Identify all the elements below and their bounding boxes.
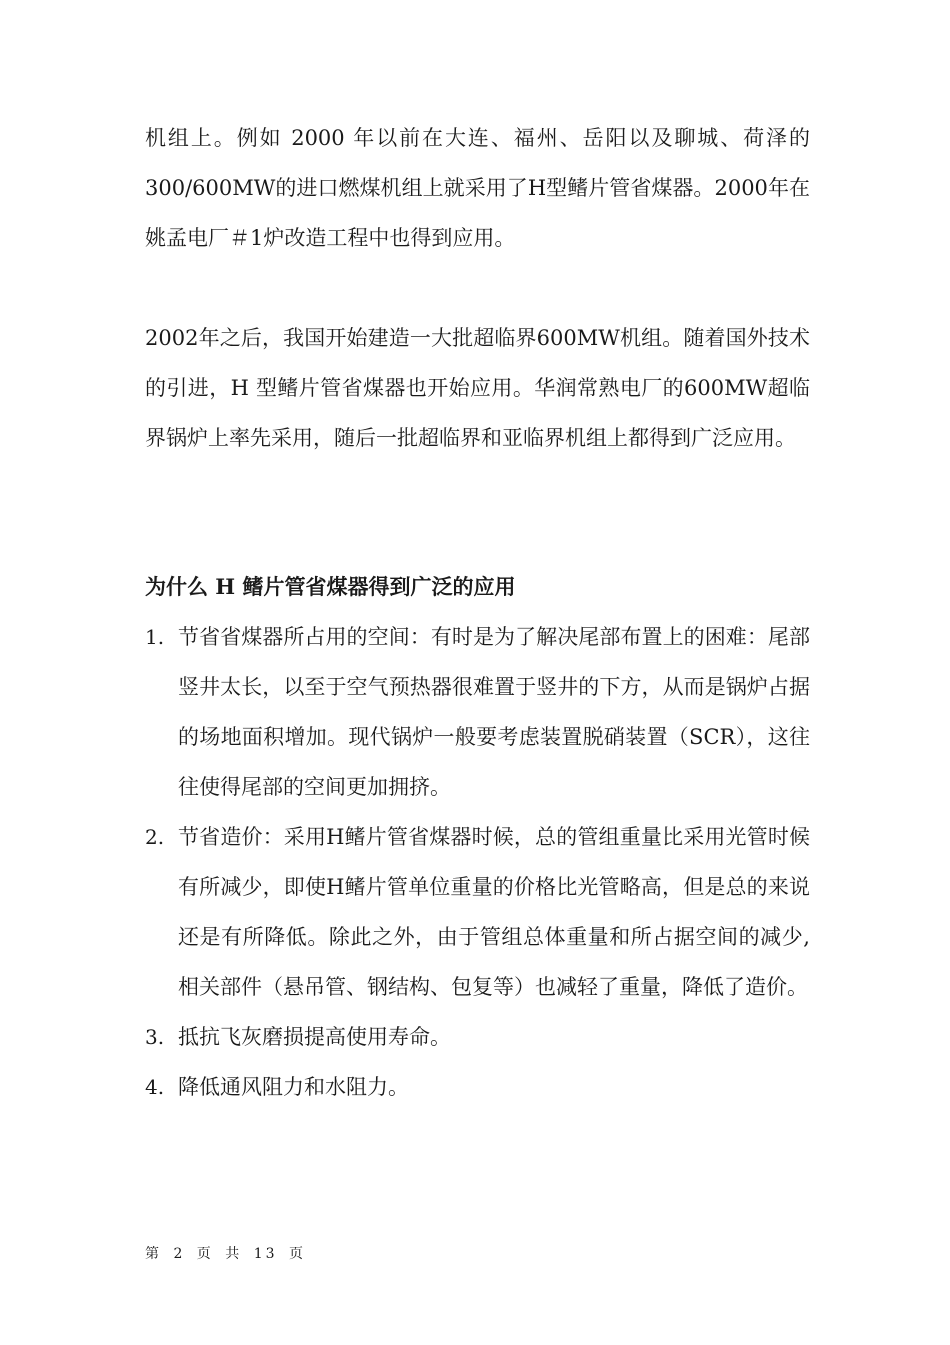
reasons-list: [145, 612, 810, 1112]
list-item-text: 降低通风阻力和水阻力。: [178, 1075, 409, 1099]
section-heading: 为什么 H 鳍片管省煤器得到广泛的应用: [145, 574, 516, 599]
list-item-text: 抵抗飞灰磨损提高使用寿命。: [178, 1025, 451, 1049]
list-item-number: 2.: [145, 825, 165, 849]
paragraph-1: 机组上。例如 2000 年以前在大连、福州、岳阳以及聊城、荷泽的300/600MW的进口燃煤机组上就采用了H型鳍片管省煤器。2000年在姚孟电厂＃1炉改造工程中也得到应用。: [145, 126, 810, 250]
page-footer: 第 2 页 共 13 页: [145, 1246, 306, 1262]
list-item-number: 4.: [145, 1075, 165, 1099]
list-item: [145, 612, 810, 812]
list-item: [145, 1062, 810, 1112]
list-item-number: 3.: [145, 1025, 165, 1049]
list-item: [145, 812, 810, 1012]
list-item-text: 节省省煤器所占用的空间：有时是为了解决尾部布置上的困难：尾部竖井太长，以至于空气预热器很难置于竖井的下方，从而是锅炉占据的场地面积增加。现代锅炉一般要考虑装置脱硝装置（SCR），这往往使得尾部的空间更加拥挤。: [178, 625, 810, 799]
list-item-text: 节省造价：采用H鳍片管省煤器时候，总的管组重量比采用光管时候有所减少，即使H鳍片管单位重量的价格比光管略高，但是总的来说还是有所降低。除此之外，由于管组总体重量和所占据空间的减少,相关部件（悬吊管、钢结构、包复等）也减轻了重量，降低了造价。: [178, 825, 810, 999]
list-item-number: 1.: [145, 625, 165, 649]
paragraph-2: 2002年之后，我国开始建造一大批超临界600MW机组。随着国外技术的引进，H 型鳍片管省煤器也开始应用。华润常熟电厂的600MW超临界锅炉上率先采用，随后一批超临界和亚临界机组上都得到广泛应用。: [145, 326, 810, 450]
list-item: [145, 1012, 810, 1062]
